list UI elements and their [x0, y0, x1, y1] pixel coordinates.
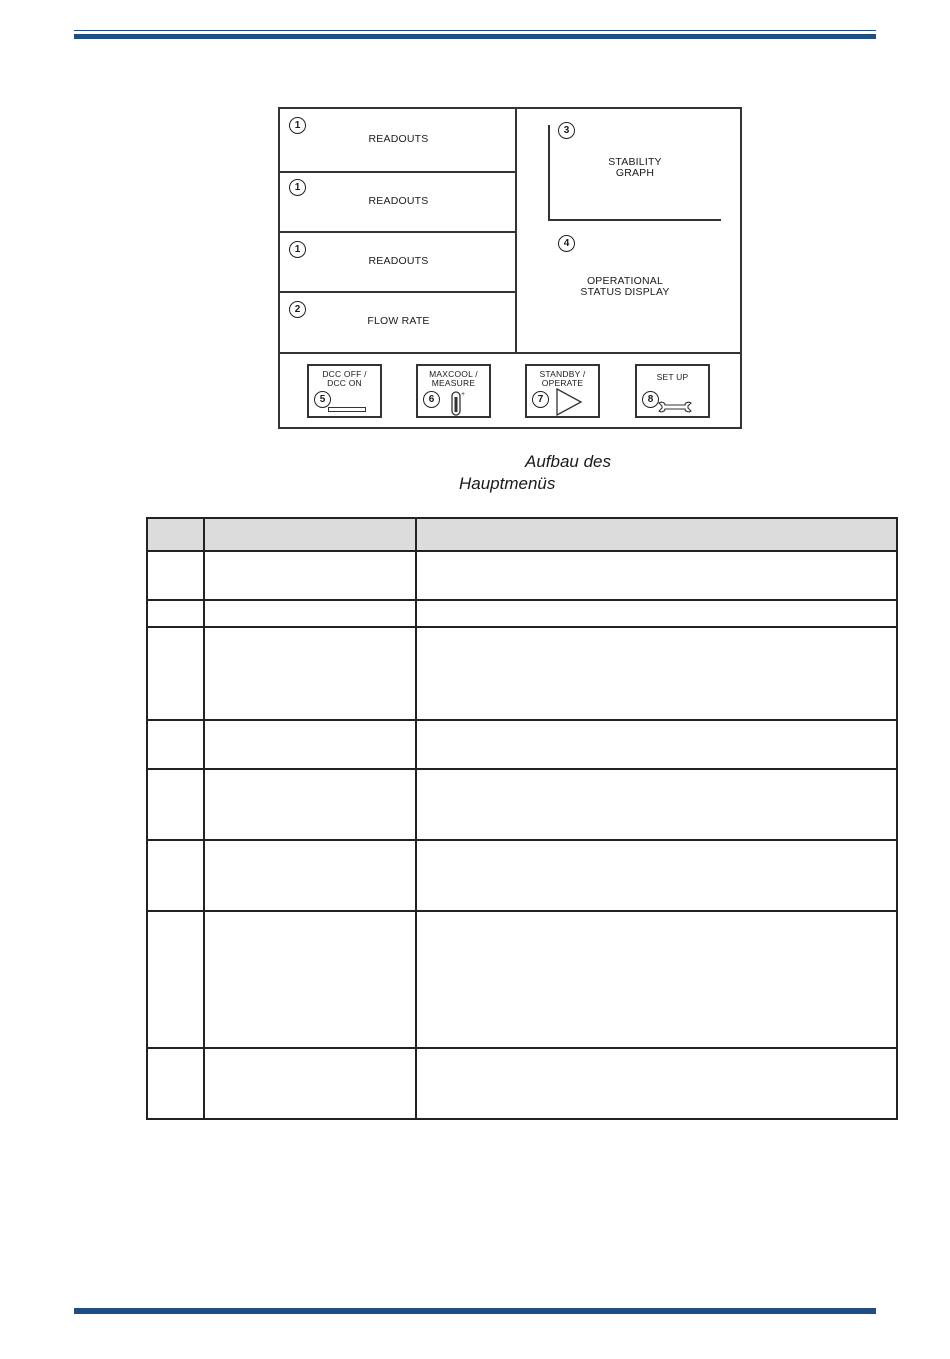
wrench-icon — [657, 400, 693, 414]
status-display-line1: OPERATIONAL — [586, 275, 664, 287]
button-label-line1: DCC OFF / — [322, 369, 367, 379]
stability-graph-line2: GRAPH — [615, 167, 655, 179]
caption-line2: Hauptmenüs — [459, 474, 556, 493]
status-display-label — [555, 276, 695, 298]
table-cell — [147, 840, 204, 911]
table-cell — [416, 720, 897, 769]
right-panel — [515, 109, 740, 354]
button-label-line1: SET UP — [656, 372, 689, 382]
button-label — [637, 373, 708, 382]
table-cell — [147, 551, 204, 600]
table-cell — [204, 911, 416, 1048]
callout-number: 7 — [532, 391, 549, 408]
bar-icon — [328, 407, 366, 412]
maxcool-button — [416, 364, 491, 418]
graph-y-axis — [548, 125, 550, 221]
button-label-line2: OPERATE — [541, 378, 584, 388]
thermometer-icon — [449, 390, 467, 418]
table-cell — [204, 600, 416, 627]
menu-description-table — [146, 517, 898, 1120]
callout-number: 2 — [289, 301, 306, 318]
readouts-panel-2 — [280, 171, 517, 233]
table-cell — [147, 911, 204, 1048]
table-cell — [147, 1048, 204, 1119]
table-row — [147, 769, 897, 840]
callout-number: 1 — [289, 179, 306, 196]
table-cell — [416, 551, 897, 600]
flow-rate-panel — [280, 291, 517, 354]
readouts-panel-3 — [280, 231, 517, 293]
table-cell — [147, 720, 204, 769]
table-cell — [204, 551, 416, 600]
svg-text:+: + — [461, 391, 466, 398]
table-row — [147, 551, 897, 600]
standby-button — [525, 364, 600, 418]
setup-button — [635, 364, 710, 418]
readouts-label: READOUTS — [368, 133, 429, 145]
callout-number: 1 — [289, 241, 306, 258]
readouts-label: READOUTS — [368, 195, 429, 207]
caption-line1: Aufbau des — [525, 452, 612, 471]
stability-graph-label — [575, 157, 695, 179]
button-label-line2: MEASURE — [431, 378, 476, 388]
button-label-line2: DCC ON — [327, 378, 362, 388]
table-cell — [147, 769, 204, 840]
table-row — [147, 911, 897, 1048]
table-row — [147, 627, 897, 720]
stability-graph-line1: STABILITY — [608, 156, 662, 168]
dcc-button — [307, 364, 382, 418]
readouts-panel-1 — [280, 109, 517, 173]
button-label — [309, 370, 380, 388]
table-row — [147, 1048, 897, 1119]
table-body — [147, 551, 897, 1119]
table-cell — [416, 769, 897, 840]
table-cell — [416, 840, 897, 911]
status-display-line2: STATUS DISPLAY — [580, 286, 670, 298]
table-cell — [416, 911, 897, 1048]
header-cell-element — [204, 518, 416, 551]
table-cell — [204, 720, 416, 769]
callout-number: 4 — [558, 235, 575, 252]
header-rule — [74, 30, 876, 39]
table-cell — [416, 627, 897, 720]
readouts-label: READOUTS — [368, 255, 429, 267]
table-header-row — [147, 518, 897, 551]
graph-x-axis — [548, 219, 721, 221]
table-cell — [204, 769, 416, 840]
table-cell — [416, 600, 897, 627]
callout-number: 5 — [314, 391, 331, 408]
main-menu-diagram — [278, 107, 742, 429]
button-label — [527, 370, 598, 388]
callout-number: 6 — [423, 391, 440, 408]
table-row — [147, 600, 897, 627]
header-cell-number — [147, 518, 204, 551]
button-label-line1: MAXCOOL / — [429, 369, 478, 379]
table-cell — [416, 1048, 897, 1119]
table-cell — [204, 627, 416, 720]
button-label — [418, 370, 489, 388]
table-cell — [147, 627, 204, 720]
footer-rule — [74, 1308, 876, 1314]
table-cell — [147, 600, 204, 627]
callout-number: 8 — [642, 391, 659, 408]
play-icon — [555, 388, 583, 416]
callout-number: 3 — [558, 122, 575, 139]
flow-rate-label: FLOW RATE — [367, 315, 430, 327]
table-row — [147, 720, 897, 769]
header-cell-description — [416, 518, 897, 551]
callout-number: 1 — [289, 117, 306, 134]
table-cell — [204, 1048, 416, 1119]
table-row — [147, 840, 897, 911]
button-label-line1: STANDBY / — [539, 369, 586, 379]
table-cell — [204, 840, 416, 911]
